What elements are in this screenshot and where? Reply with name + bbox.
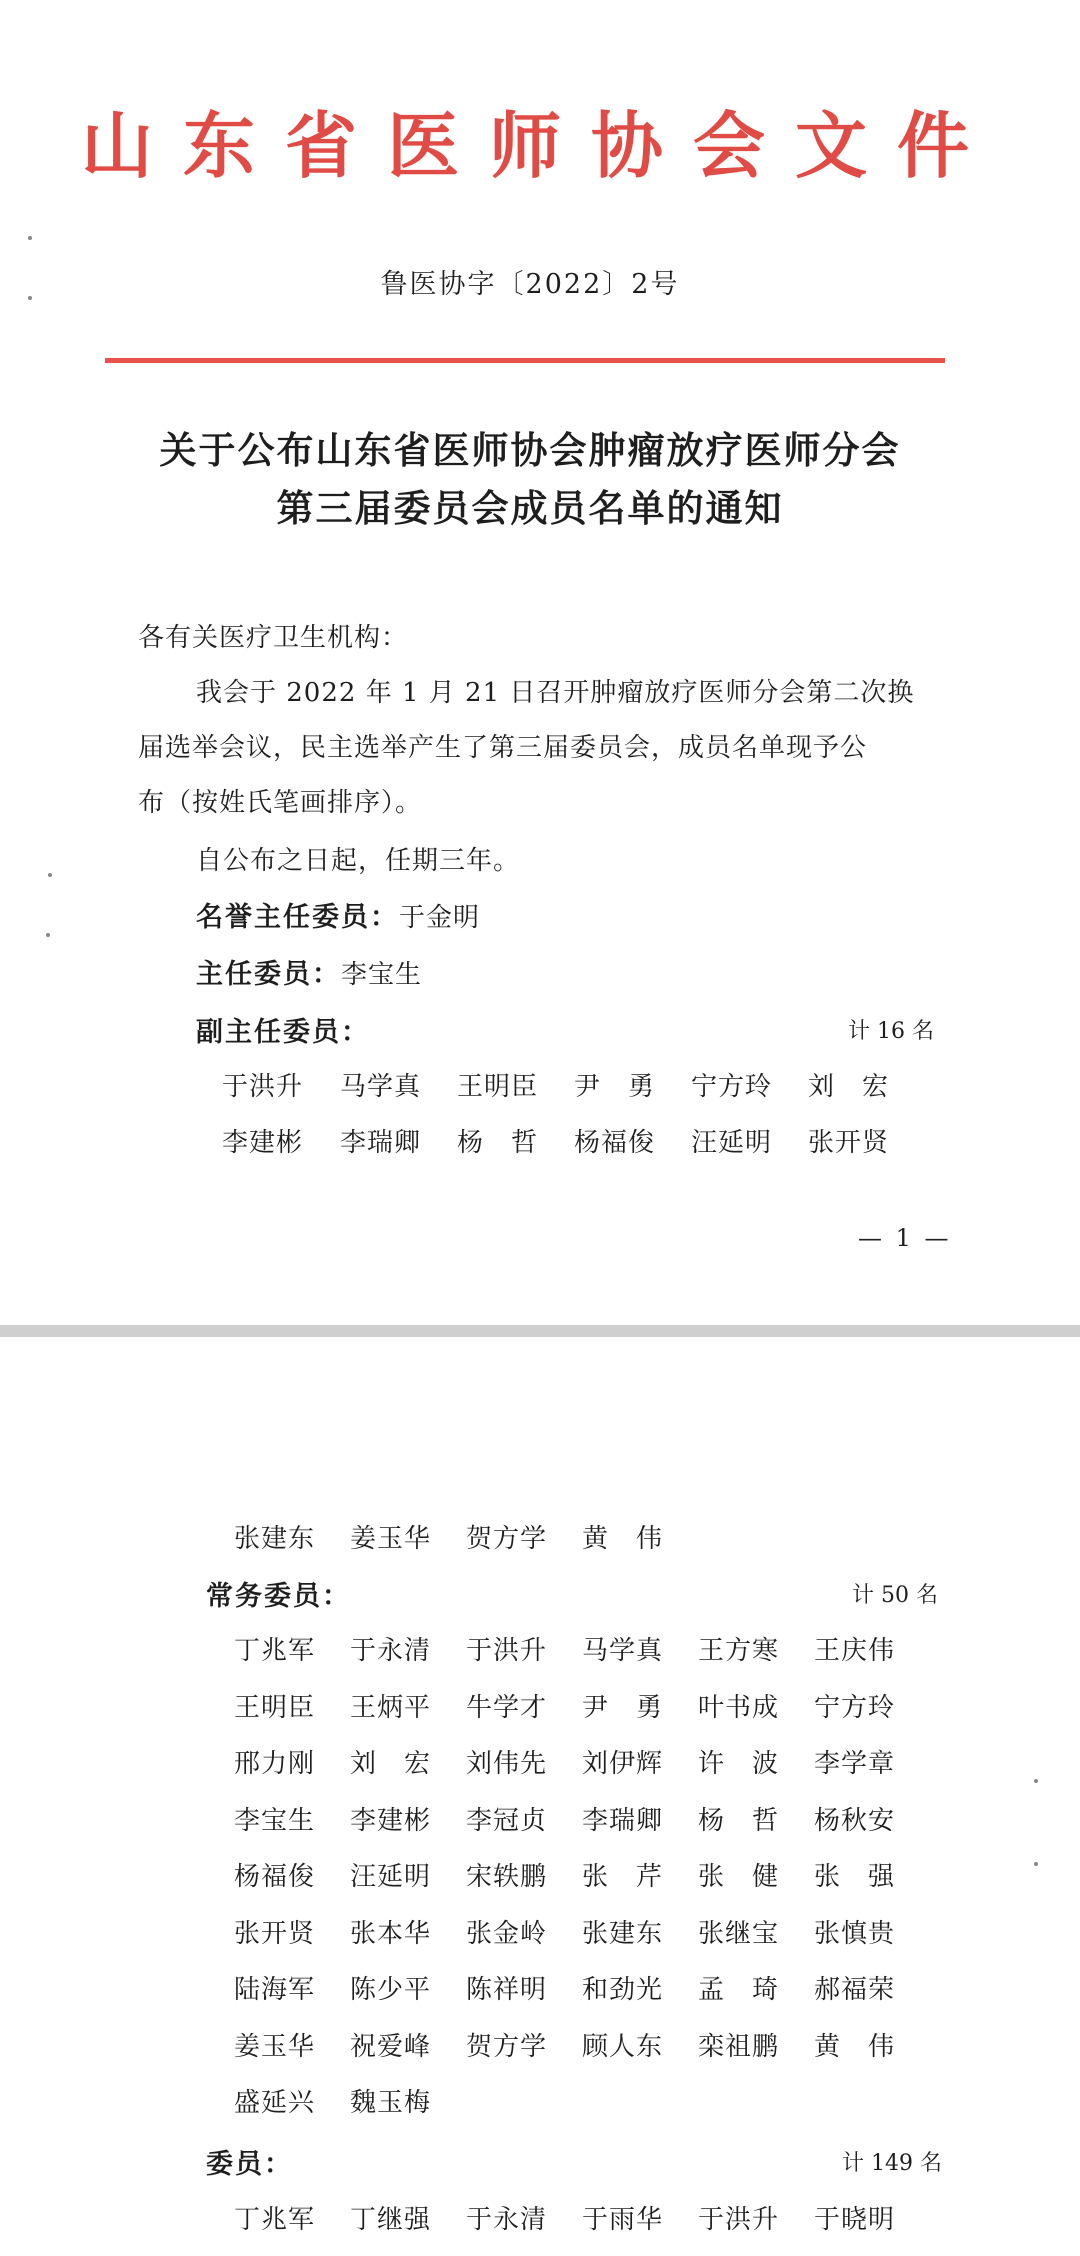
body-line: 自公布之日起，任期三年。 — [196, 846, 521, 876]
body-line: 布（按姓氏笔画排序）。 — [138, 788, 423, 818]
chair-row — [196, 952, 422, 991]
member-name: 王明臣 — [234, 1692, 316, 1723]
page-number: — 1 — — [858, 1224, 952, 1252]
member-name: 祝爱峰 — [350, 2031, 432, 2062]
member-name: 张开贤 — [808, 1128, 890, 1158]
member-name: 李学章 — [814, 1749, 896, 1779]
member-name: 李瑞卿 — [582, 1805, 664, 1836]
document-number: 鲁医协字〔2022〕2号 — [380, 269, 680, 300]
member-name: 张开贤 — [234, 1918, 316, 1949]
members-count: 计 149 名 — [842, 2151, 942, 2176]
member-name: 杨秋安 — [814, 1805, 896, 1836]
member-name: 杨 哲 — [698, 1805, 780, 1836]
notice-title-line-2: 第三届委员会成员名单的通知 — [276, 486, 784, 530]
honorary-chair-name: 于金明 — [399, 903, 481, 933]
member-name: 魏玉梅 — [350, 2088, 432, 2118]
member-name: 许 波 — [698, 1749, 780, 1779]
member-name: 丁兆军 — [234, 1636, 316, 1666]
honorary-chair-row — [196, 895, 480, 934]
scan-speck — [28, 236, 32, 240]
member-name: 和劲光 — [582, 1975, 664, 2005]
scan-speck — [1034, 1779, 1038, 1783]
member-name: 郝福荣 — [814, 1975, 896, 2005]
document-page-2 — [0, 1337, 1080, 2256]
member-name: 汪延明 — [691, 1128, 773, 1158]
salutation: 各有关医疗卫生机构： — [138, 623, 409, 653]
member-name: 顾人东 — [582, 2031, 664, 2062]
chair-label: 主任委员： — [196, 959, 341, 990]
member-name: 张 健 — [698, 1862, 780, 1892]
member-name: 叶书成 — [698, 1692, 780, 1723]
vice-chairs-label: 副主任委员： — [196, 1017, 370, 1048]
vice-chairs-count: 计 16 名 — [848, 1019, 934, 1044]
member-name: 马学真 — [340, 1072, 422, 1102]
member-name: 陈祥明 — [466, 1975, 548, 2005]
member-name: 张慎贵 — [814, 1918, 896, 1949]
member-name: 于洪升 — [466, 1636, 548, 1666]
member-name: 杨 哲 — [457, 1128, 539, 1158]
member-name: 汪延明 — [350, 1862, 432, 1892]
member-name: 李瑞卿 — [340, 1128, 422, 1158]
member-name: 王方寒 — [698, 1636, 780, 1666]
member-name: 宁方玲 — [814, 1692, 896, 1723]
member-name: 宁方玲 — [691, 1072, 773, 1102]
member-name: 张 芹 — [582, 1862, 664, 1892]
body-line: 届选举会议，民主选举产生了第三届委员会，成员名单现予公 — [138, 733, 868, 763]
scan-speck — [46, 933, 50, 937]
member-name: 贺方学 — [466, 2031, 548, 2062]
member-name: 杨福俊 — [234, 1862, 316, 1892]
standing-members-label: 常务委员： — [206, 1581, 351, 1612]
member-name: 贺方学 — [466, 1524, 548, 1554]
member-name: 丁继强 — [350, 2205, 432, 2235]
scan-speck — [48, 873, 52, 877]
member-name: 张建东 — [234, 1524, 316, 1554]
member-name: 刘伊辉 — [582, 1749, 664, 1779]
red-divider — [105, 358, 945, 363]
member-name: 张 强 — [814, 1862, 896, 1892]
member-name: 王炳平 — [350, 1692, 432, 1723]
member-name: 王庆伟 — [814, 1636, 896, 1666]
body-line: 我会于 2022 年 1 月 21 日召开肿瘤放疗医师分会第二次换 — [196, 678, 915, 708]
member-name: 王明臣 — [457, 1072, 539, 1102]
member-name: 宋轶鹏 — [466, 1862, 548, 1892]
scan-speck — [28, 296, 32, 300]
member-name: 李建彬 — [350, 1805, 432, 1836]
member-name: 张本华 — [350, 1918, 432, 1949]
member-name: 李冠贞 — [466, 1805, 548, 1836]
members-label: 委员： — [206, 2149, 293, 2180]
member-name: 于永清 — [466, 2205, 548, 2235]
member-name: 孟 琦 — [698, 1975, 780, 2005]
member-name: 姜玉华 — [350, 1524, 432, 1554]
honorary-chair-label: 名誉主任委员： — [196, 902, 399, 933]
chair-name: 李宝生 — [341, 960, 423, 990]
member-name: 尹 勇 — [574, 1072, 656, 1102]
member-name: 丁兆军 — [234, 2205, 316, 2235]
member-name: 于永清 — [350, 1636, 432, 1666]
member-name: 黄 伟 — [814, 2031, 896, 2062]
member-name: 张建东 — [582, 1918, 664, 1949]
member-name: 于晓明 — [814, 2205, 896, 2235]
member-name: 于洪升 — [222, 1072, 304, 1102]
member-name: 于洪升 — [698, 2205, 780, 2235]
member-name: 杨福俊 — [574, 1128, 656, 1158]
member-name: 刘伟先 — [466, 1749, 548, 1779]
standing-members-count: 计 50 名 — [852, 1583, 938, 1608]
member-name: 姜玉华 — [234, 2031, 316, 2062]
member-name: 马学真 — [582, 1636, 664, 1666]
member-name: 邢力刚 — [234, 1749, 316, 1779]
member-name: 李建彬 — [222, 1128, 304, 1158]
member-name: 刘 宏 — [350, 1749, 432, 1779]
member-name: 刘 宏 — [808, 1072, 890, 1102]
member-name: 李宝生 — [234, 1805, 316, 1836]
scan-speck — [1034, 1862, 1038, 1866]
member-name: 栾祖鹏 — [698, 2031, 780, 2062]
member-name: 尹 勇 — [582, 1692, 664, 1723]
member-name: 牛学才 — [466, 1692, 548, 1723]
member-name: 张继宝 — [698, 1918, 780, 1949]
member-name: 陈少平 — [350, 1975, 432, 2005]
member-name: 陆海军 — [234, 1975, 316, 2005]
member-name: 黄 伟 — [582, 1524, 664, 1554]
document-header-title: 山东省医师协会文件 — [80, 103, 999, 188]
member-name: 于雨华 — [582, 2205, 664, 2235]
notice-title-line-1: 关于公布山东省医师协会肿瘤放疗医师分会 — [159, 428, 901, 472]
member-name: 盛延兴 — [234, 2088, 316, 2118]
member-name: 张金岭 — [466, 1918, 548, 1949]
